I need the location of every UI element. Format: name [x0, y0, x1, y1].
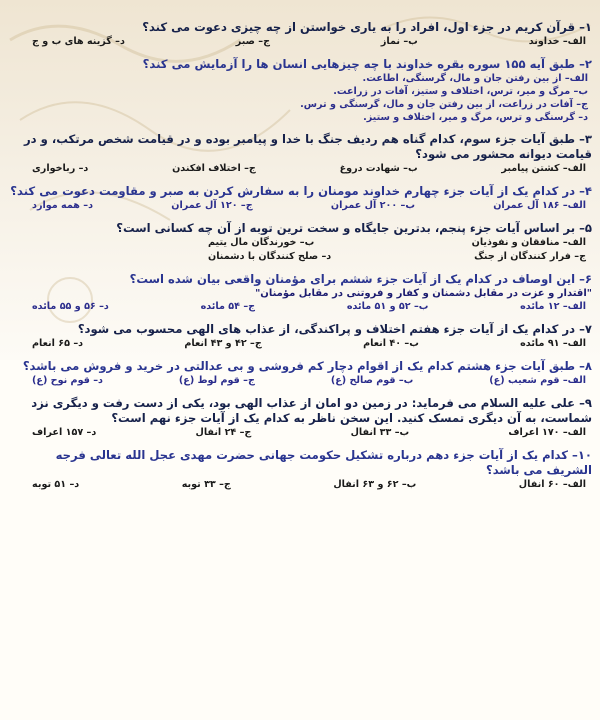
option-c: ج– ۲۴ انفال: [195, 427, 252, 438]
answer-options: [8, 374, 592, 388]
question-title: ۵– بر اساس آیات جزء پنجم، بدترین جایگاه و سخت ترین توبه از آن چه کسانی است؟: [116, 221, 592, 235]
option-a: الف– ۱۲ مائده: [520, 301, 586, 312]
option-b: ب– مرگ و میر، ترس، اختلاف و ستیز، آفات در زراعت.: [333, 86, 588, 97]
answer-options: [8, 35, 592, 49]
question-title: ۸– طبق آیات جزء هشتم کدام یک از اقوام دچار کم فروشی و بی عدالتی در خرید و فروش می باشد؟: [22, 359, 592, 373]
answer-options: [8, 300, 592, 314]
quiz-sheet: [8, 20, 592, 500]
option-a: الف– قوم شعیب (ع): [489, 375, 586, 386]
question-2: [8, 57, 592, 124]
answer-options: [8, 162, 592, 176]
option-d: د– گرسنگی و ترس، مرگ و میر، اختلاف و ستیز.: [363, 112, 588, 123]
question-title: ۱– قرآن کریم در جزء اول، افراد را به یاری خواستن از چه چیزی دعوت می کند؟: [142, 20, 592, 34]
question-title: ۷– در کدام یک از آیات جزء هفتم اختلاف و پراکندگی، از عذاب های الهی محسوب می شود؟: [77, 322, 592, 336]
answer-options-row-2: [8, 250, 592, 264]
option-c: ج– فرار کنندگان از جنگ: [474, 251, 586, 262]
option-b: ب– خورندگان مال یتیم: [208, 237, 315, 248]
question-1: [8, 20, 592, 49]
option-b: ب– ۲۰۰ آل عمران: [330, 200, 415, 211]
answer-options: [8, 426, 592, 440]
option-c: ج– قوم لوط (ع): [178, 375, 255, 386]
answer-options: [8, 199, 592, 213]
question-title: ۶– این اوصاف در کدام یک از آیات جزء ششم برای مؤمنان واقعی بیان شده است؟: [129, 272, 592, 286]
question-6: [8, 272, 592, 314]
option-d: د– صلح کنندگان با دشمنان: [208, 251, 332, 262]
option-d: د– ۵۶ و ۵۵ مائده: [32, 301, 109, 312]
option-a: الف– ۱۷۰ اعراف: [508, 427, 586, 438]
question-3: [8, 132, 592, 176]
answer-lines: [8, 72, 592, 124]
option-a: الف– ۱۸۶ آل عمران: [493, 200, 586, 211]
question-quote: "اقتدار و عزت در مقابل دشمنان و کفار و فروتنی در مقابل مؤمنان": [255, 288, 592, 299]
option-b: ب– قوم صالح (ع): [330, 375, 414, 386]
option-b: ب– ۴۰ انعام: [363, 338, 419, 349]
question-title: ۹– علی علیه السلام می فرماید: در زمین دو امان از عذاب الهی بود، یکی از دست رفت و دیگری نزد شماست، به آن دیگری تمسک کنید. این سخن ناظر به کدام یک از آیات جزء نهم است؟: [31, 396, 592, 425]
option-d: د– ۶۵ انعام: [32, 338, 84, 349]
option-b: ب– ۶۲ و ۶۳ انفال: [333, 479, 417, 490]
question-7: [8, 322, 592, 351]
option-c: ج– ۴۲ و ۴۳ انعام: [184, 338, 262, 349]
option-a: الف– ۶۰ انفال: [518, 479, 586, 490]
question-5: [8, 221, 592, 264]
answer-options: [8, 337, 592, 351]
option-a: الف– کشتن پیامبر: [501, 163, 586, 174]
option-d: د– ۵۱ توبه: [32, 479, 80, 490]
question-10: [8, 448, 592, 492]
option-c: ج– صبر: [235, 36, 270, 47]
option-c: ج– اختلاف افکندن: [172, 163, 256, 174]
option-d: د– قوم نوح (ع): [32, 375, 103, 386]
option-b: ب– ۵۲ و ۵۱ مائده: [346, 301, 429, 312]
option-d: د– گزینه های ب و ج: [32, 36, 125, 47]
option-d: د– رباخواری: [32, 163, 89, 174]
question-title: ۴– در کدام یک از آیات جزء چهارم خداوند مومنان را به سفارش کردن به صبر و مقاومت دعوت می کند؟: [10, 184, 592, 198]
option-c: ج– ۳۳ توبه: [181, 479, 231, 490]
option-b: ب– نماز: [380, 36, 418, 47]
option-c: ج– ۵۴ مائده: [200, 301, 256, 312]
question-4: [8, 184, 592, 213]
option-b: ب– ۳۳ انفال: [350, 427, 410, 438]
answer-options-row-1: [8, 236, 592, 250]
option-c: ج– آفات در زراعت، از بین رفتن جان و مال، گرسنگی و ترس.: [300, 99, 588, 110]
question-8: [8, 359, 592, 388]
question-title: ۲– طبق آیه ۱۵۵ سوره بقره خداوند با چه چیزهایی انسان ها را آزمایش می کند؟: [142, 57, 592, 71]
question-title: ۱۰– کدام یک از آیات جزء دهم درباره تشکیل حکومت جهانی حضرت مهدی عجل الله تعالی فرجه الشریف می باشد؟: [55, 448, 592, 477]
option-a: الف– خداوند: [528, 36, 586, 47]
option-d: د– همه موارد: [32, 200, 94, 211]
question-title: ۳– طبق آیات جزء سوم، کدام گناه هم ردیف جنگ با خدا و پیامبر بوده و در قیامت شخص مرتکب، و در قیامت دیوانه محشور می شود؟: [23, 132, 592, 161]
option-a: الف– منافقان و نفوذیان: [471, 237, 586, 248]
answer-options: [8, 478, 592, 492]
option-a: الف– ۹۱ مائده: [520, 338, 586, 349]
option-a: الف– از بین رفتن جان و مال، گرسنگی، اطاعت.: [362, 73, 588, 84]
question-9: [8, 396, 592, 440]
option-b: ب– شهادت دروغ: [339, 163, 418, 174]
option-d: د– ۱۵۷ اعراف: [32, 427, 97, 438]
option-c: ج– ۱۲۰ آل عمران: [171, 200, 253, 211]
